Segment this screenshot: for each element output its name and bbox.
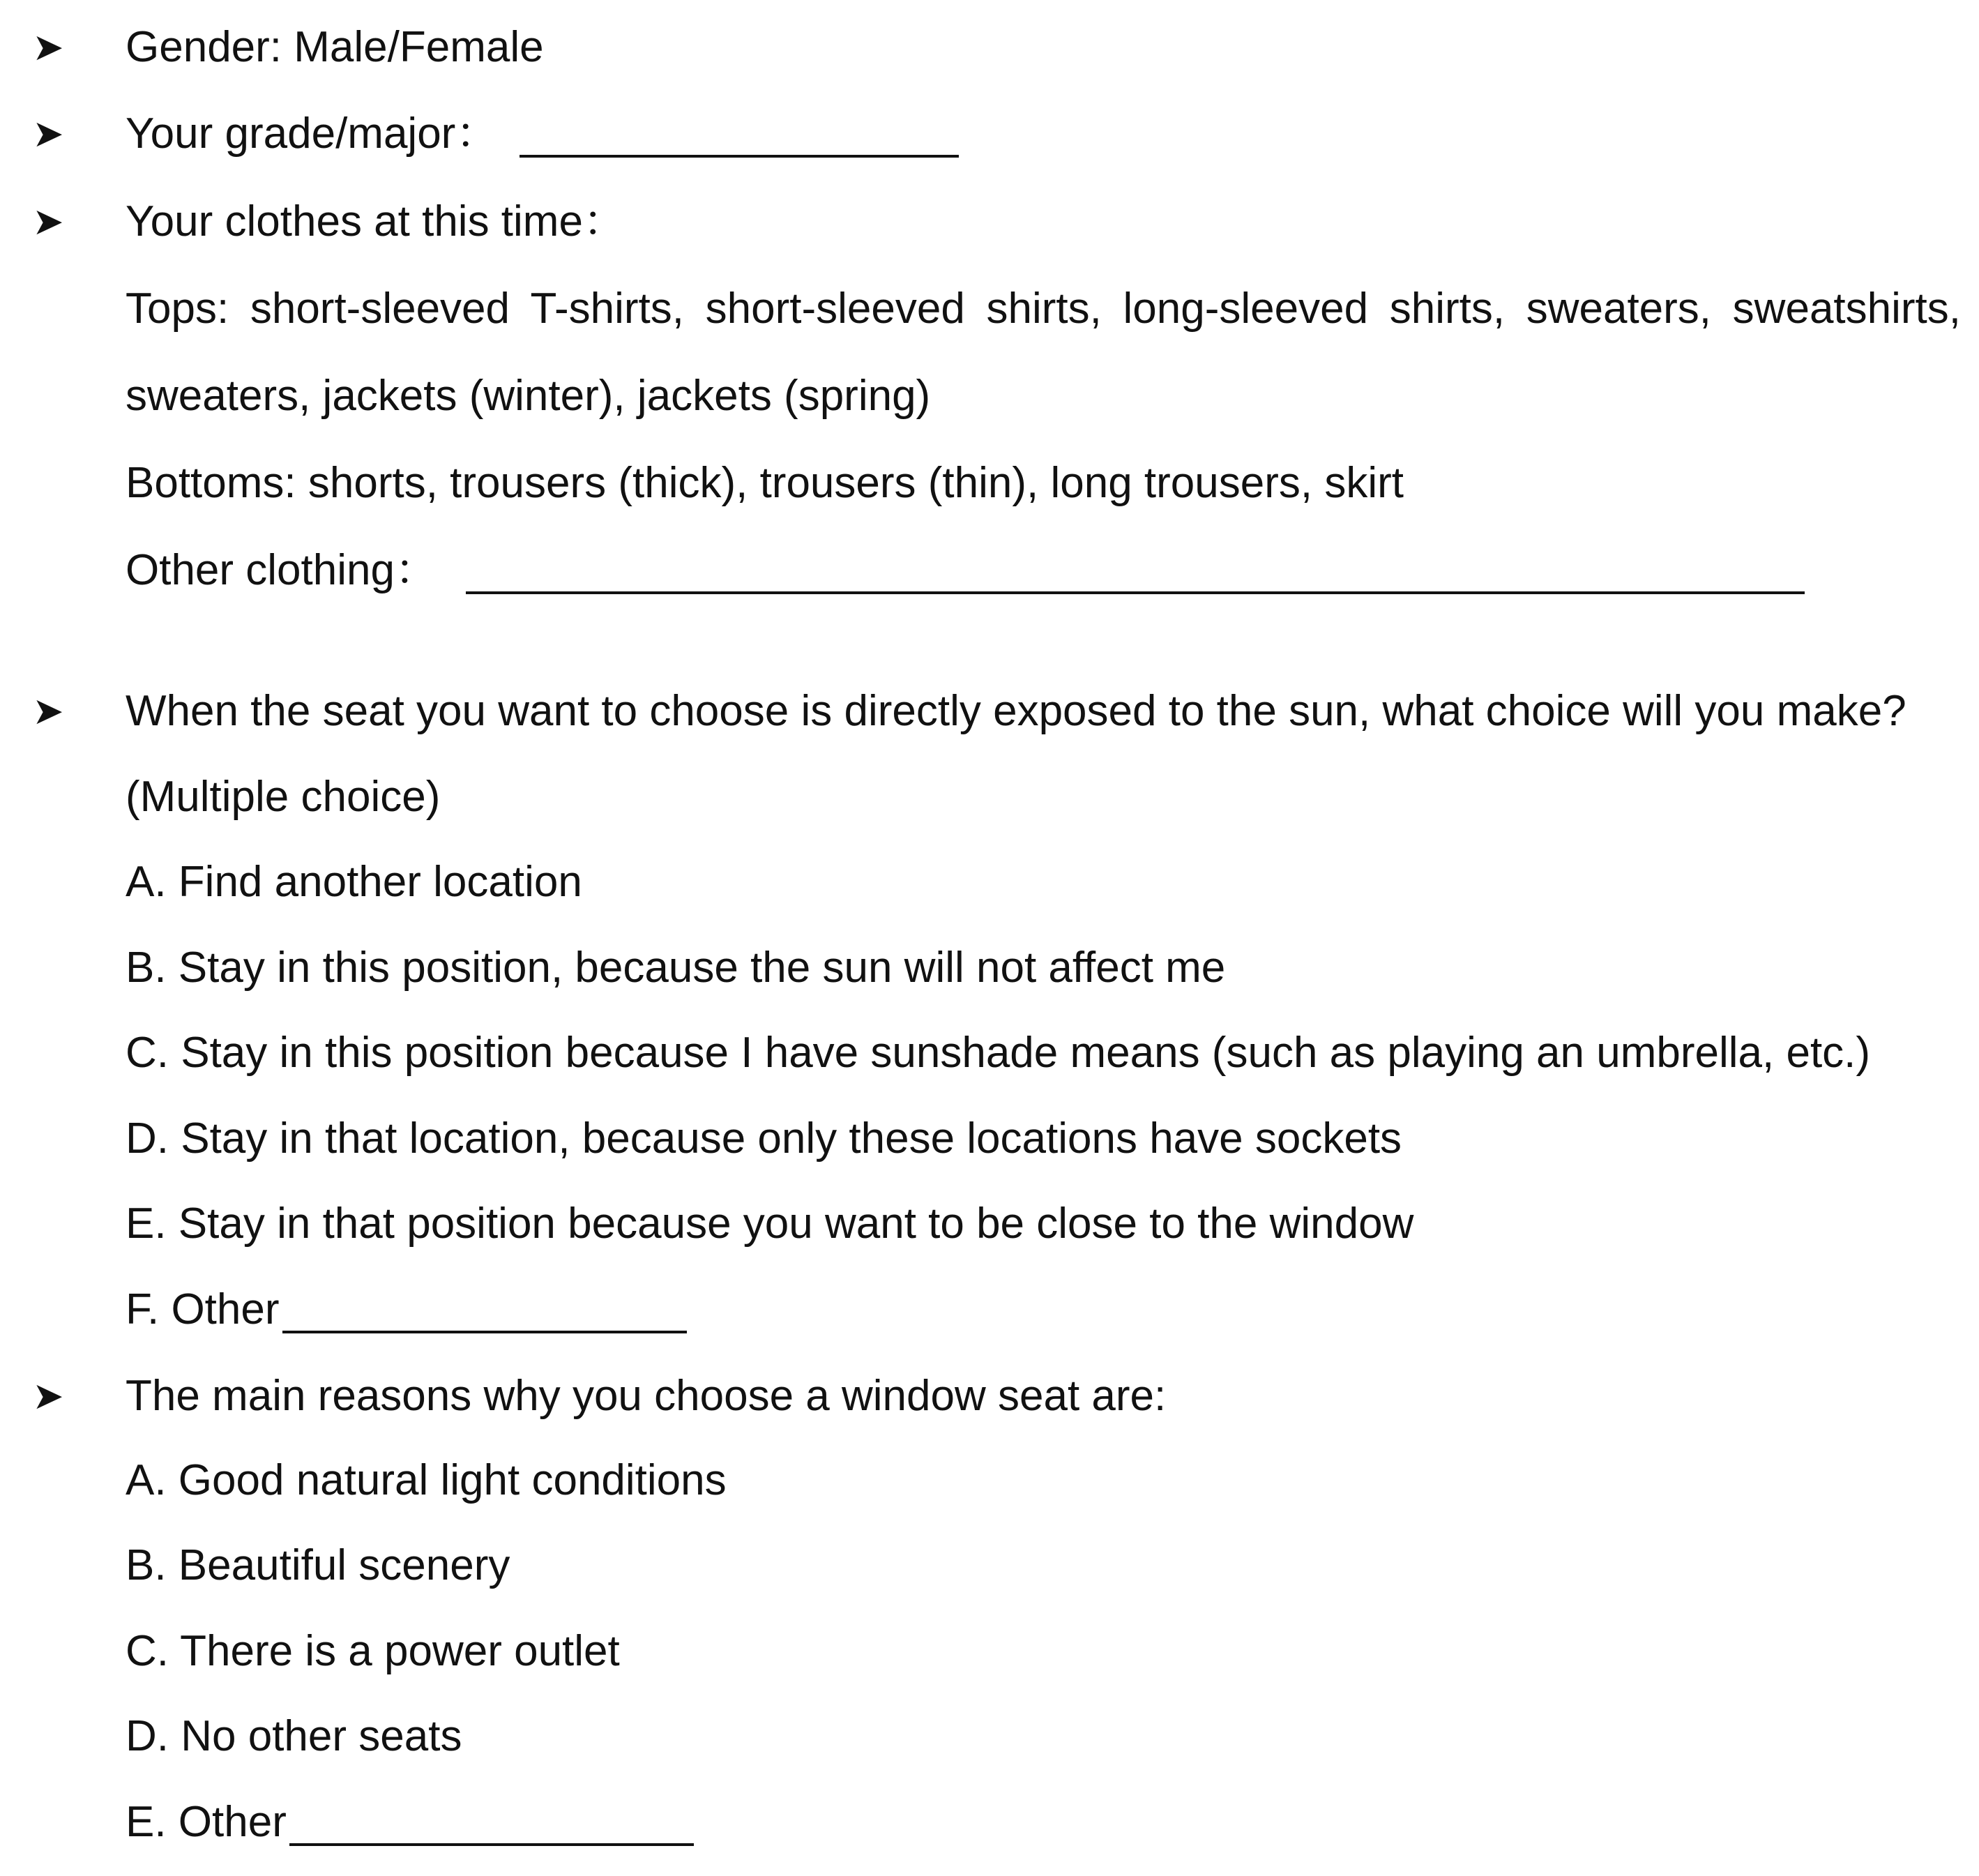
window-option-c[interactable]: C. There is a power outlet	[126, 1627, 620, 1675]
grade-line	[126, 106, 959, 162]
bullet-arrow-icon: ➤	[32, 201, 64, 243]
bullet-arrow-icon: ➤	[32, 27, 64, 68]
window-option-d[interactable]: D. No other seats	[126, 1712, 462, 1760]
window-question: The main reasons why you choose a window seat are:	[126, 1372, 1167, 1420]
window-option-a[interactable]: A. Good natural light conditions	[126, 1456, 727, 1504]
bullet-arrow-icon: ➤	[32, 1375, 64, 1417]
clothes-label: Your clothes at this time：	[126, 197, 626, 245]
bullet-arrow-icon: ➤	[32, 690, 64, 732]
grade-label: Your grade/major：	[126, 109, 499, 158]
sun-other-blank-field[interactable]	[282, 1289, 687, 1333]
bottoms-line: Bottoms: shorts, trousers (thick), trousers (thin), long trousers, skirt	[126, 459, 1404, 507]
sun-question-line-2: (Multiple choice)	[126, 773, 441, 821]
bullet-arrow-icon: ➤	[32, 113, 64, 155]
window-option-e-label: E. Other	[126, 1798, 287, 1846]
window-option-b[interactable]: B. Beautiful scenery	[126, 1541, 510, 1589]
sun-question-line-1: When the seat you want to choose is directly exposed to the sun, what choice will you make?	[126, 687, 1906, 735]
gender-text: Gender: Male/Female	[126, 23, 544, 71]
sun-option-b[interactable]: B. Stay in this position, because the sun will not affect me	[126, 944, 1226, 992]
window-option-e[interactable]	[126, 1794, 694, 1850]
sun-option-a[interactable]: A. Find another location	[126, 858, 582, 906]
other-clothing-label: Other clothing：	[126, 546, 438, 594]
tops-line-1: Tops: short-sleeved T-shirts, short-sleeved shirts, long-sleeved shirts, sweaters, sweatshirts,	[126, 285, 1961, 333]
sun-option-d[interactable]: D. Stay in that location, because only these locations have sockets	[126, 1114, 1402, 1163]
other-clothing-line	[126, 543, 1805, 598]
other-clothing-blank-field[interactable]	[466, 550, 1805, 594]
clothes-label-line	[126, 194, 626, 250]
gender-line	[126, 20, 544, 75]
sun-option-f-label: F. Other	[126, 1285, 280, 1333]
sun-option-f[interactable]	[126, 1282, 687, 1338]
sun-option-c[interactable]: C. Stay in this position because I have sunshade means (such as playing an umbrella, etc.)	[126, 1029, 1871, 1077]
window-other-blank-field[interactable]	[289, 1801, 694, 1846]
grade-blank-field[interactable]	[520, 113, 959, 158]
sun-option-e[interactable]: E. Stay in that position because you want to be close to the window	[126, 1200, 1414, 1248]
tops-line-2: sweaters, jackets (winter), jackets (spring)	[126, 372, 931, 420]
